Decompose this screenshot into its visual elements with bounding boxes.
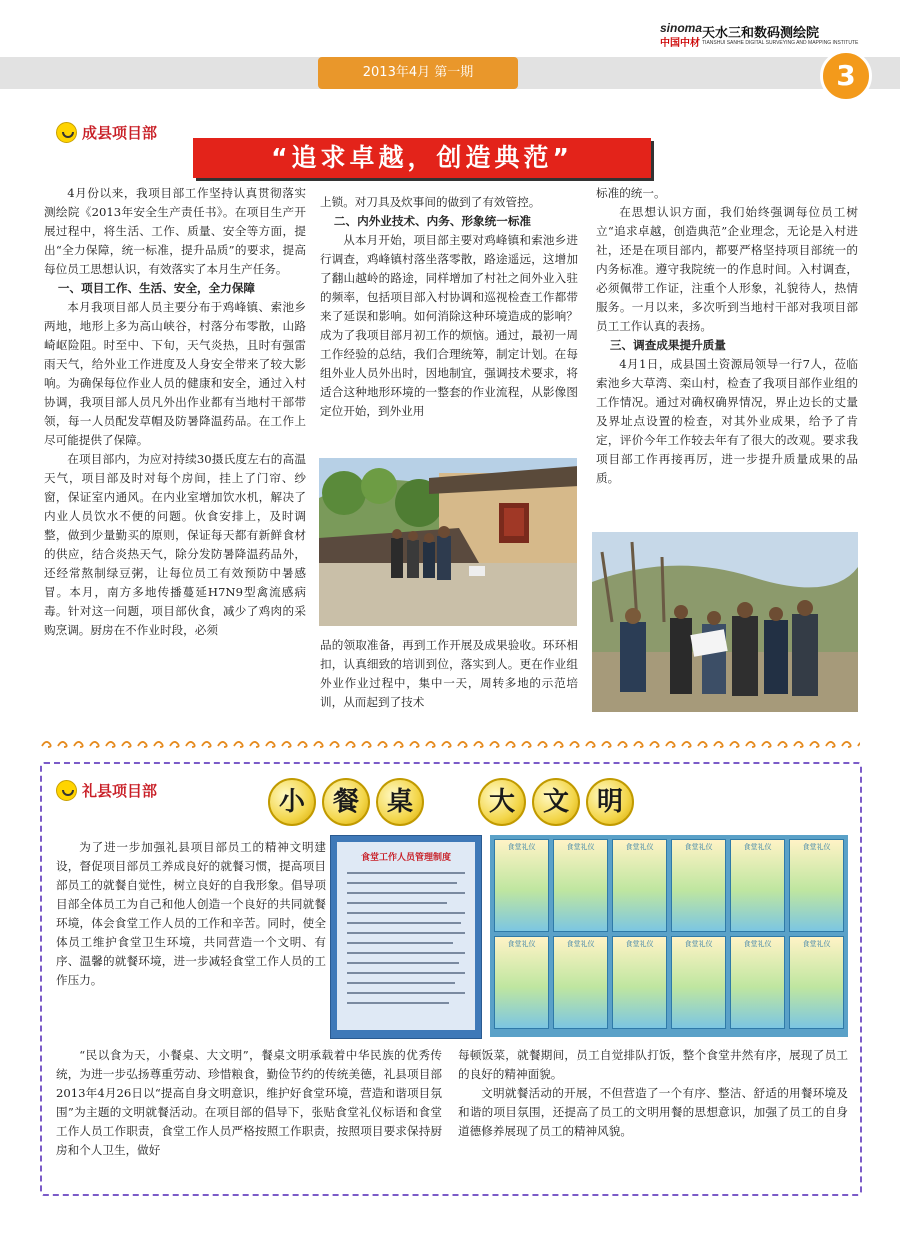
poster-title: 食堂工作人员管理制度	[360, 853, 451, 863]
etiquette-card-label: 食堂礼仪	[684, 843, 713, 851]
department-label-lixian: 礼县项目部	[82, 782, 158, 800]
paragraph: 上锁。对刀具及炊事间的做到了有效管控。	[320, 195, 541, 209]
paragraph: 在项目部内，为应对持续30摄氏度左右的高温天气，项目部及时对每个房间，挂上了门帘、纱窗，保证室内通风。在内业室增加饮水机，解决了内业人员饮水不便的问题。伙食安排上，及时调整，做到少量勤买的原则，保证每天都有新鲜食材的供应，结合炎热天气，除分发防暑降温药品外，还经常熬制绿豆粥，让每位员工有效预防中暑感冒。本月，南方多地传播蔓延H7N9型禽流感病毒。针对这一问题，项目部伙食，减少了鸡肉的采购烹调。厨房在不作业时段，必须	[44, 452, 306, 637]
page-number: 3	[820, 50, 872, 102]
paragraph: 4月1日，成县国土资源局领导一行7人，莅临索池乡大草湾、栾山村，检查了我项目部作业组的工作情况。通过对确权确界情况，界止边长的丈量及界址点设置的检查，对其外业成果，给予了肯定，评价今年工作较去年有了很大的改观。要求我项目部工作再接再厉，进一步提升质量成果的品质。	[596, 357, 858, 485]
paragraph: 本月我项目部人员主要分布于鸡峰镇、索池乡两地，地形上多为高山峡谷，村落分布零散，山路崎岖险阻。时至中、下旬，天气炎热，且时有强雷雨天气，给外业工作进度及人身安全带来了较大影响。为确保每位作业人员的健康和安全，通过入村协调，我项目部人员凡外出作业都有当地村干部带领，每一人员配发草帽及防暑降温药品。在工作上尽可能提供了保障。	[44, 300, 306, 447]
title-char: 明	[586, 778, 634, 826]
etiquette-card-label: 食堂礼仪	[743, 940, 772, 948]
article2-column-2	[458, 1046, 848, 1141]
section-divider	[40, 736, 860, 750]
etiquette-card-label: 食堂礼仪	[802, 843, 831, 851]
section-heading: 一、项目工作、生活、安全，全力保障	[57, 281, 256, 295]
brand-name: 天水三和数码测绘院	[702, 26, 820, 41]
etiquette-posters	[490, 835, 848, 1037]
article-title: “追求卓越，创造典范”	[193, 138, 651, 178]
etiquette-card	[553, 936, 608, 1029]
etiquette-card-grid	[494, 839, 844, 1033]
paragraph: 品的领取准备，再到工作开展及成果验收。环环相扣，认真细致的培训到位，落实到人。更在作业组外业作业过程中，集中一天，周转多地的示范培训，从而起到了技术	[320, 638, 578, 709]
etiquette-card-label: 食堂礼仪	[625, 843, 654, 851]
brand-english: TIANSHUI SANHE DIGITAL SURVEYING AND MAPPING INSTITUTE	[702, 40, 859, 46]
etiquette-card	[671, 936, 726, 1029]
title-char: 大	[478, 778, 526, 826]
poster-text-lines	[337, 863, 475, 1023]
article2-intro	[56, 838, 326, 990]
etiquette-card-label: 食堂礼仪	[566, 940, 595, 948]
canteen-rules-poster	[330, 835, 482, 1039]
inspection-group-illustration	[592, 532, 858, 712]
title-char: 小	[268, 778, 316, 826]
etiquette-card-label: 食堂礼仪	[507, 940, 536, 948]
etiquette-card	[730, 936, 785, 1029]
title-char: 餐	[322, 778, 370, 826]
paragraph: 标准的统一。	[596, 186, 666, 200]
etiquette-card	[789, 839, 844, 932]
etiquette-card-label: 食堂礼仪	[684, 940, 713, 948]
etiquette-card-label: 食堂礼仪	[507, 843, 536, 851]
title-char: 桌	[376, 778, 424, 826]
title-char: 文	[532, 778, 580, 826]
smiley-icon	[56, 780, 77, 801]
etiquette-card	[789, 936, 844, 1029]
brand-logo-cn: 中国中材	[660, 38, 700, 49]
paragraph: “民以食为天，小餐桌、大文明”，餐桌文明承载着中华民族的优秀传统，为进一步弘扬尊重劳动、珍惜粮食，勤俭节约的传统美德，礼县项目部2013年4月26日以“提高自身文明意识，维护好食堂环境，营造和谐项目氛围”为主题的文明就餐活动。在项目部的倡导下，张贴食堂礼仪标语和食堂工作人员工作职责，食堂工作人员严格按照工作职责，按照项目要求保持厨房和个人卫生，做好	[56, 1048, 442, 1157]
paragraph: 为了进一步加强礼县项目部员工的精神文明建设，督促项目部员工养成良好的就餐习惯，提高项目部员工的就餐自觉性，树立良好的自我形象。倡导项目部全体员工为自己和他人创造一个良好的共同就餐环境，体会食堂工作人员的工作和辛苦。同时，使全体员工维护食堂卫生环境，共同营造一个文明、有序、温馨的就餐环境，进一步减轻食堂工作人员的工作压力。	[56, 840, 326, 987]
section-heading: 三、调查成果提升质量	[609, 338, 726, 352]
etiquette-card	[612, 839, 667, 932]
village-survey-illustration	[319, 458, 577, 626]
paragraph: 每顿饭菜，就餐期间，员工自觉排队打饭，整个食堂井然有序，展现了员工的良好的精神面貌。	[458, 1048, 848, 1081]
article2-column-1	[56, 1046, 442, 1160]
village-survey-photo	[319, 458, 577, 626]
etiquette-card	[494, 839, 549, 932]
brand-block	[660, 22, 885, 52]
etiquette-card-label: 食堂礼仪	[566, 843, 595, 851]
divider-pattern	[40, 737, 860, 750]
section-heading: 二、内外业技术、内务、形象统一标准	[333, 214, 532, 228]
etiquette-card	[671, 839, 726, 932]
article1-column-2-bottom	[320, 636, 578, 712]
etiquette-card	[553, 839, 608, 932]
paragraph: 从本月开始，项目部主要对鸡峰镇和索池乡进行调查，鸡峰镇村落坐落零散，路途遥远，这增加了翻山越岭的路途，同样增加了村社之间外业入驻的频率，包括项目部入村协调和巡视检查工作都带来了延误和影响。如何消除这种环境造成的影响？成为了我项目部月初工作的烦恼。通过，最初一周工作经验的总结，我们合理统筹，制定计划。在每组外业人员外出时，因地制宜，强调技术要求，将适合这种地形环境的一整套的作业流程，从影像图定位开始，到外业用	[320, 233, 578, 418]
poster-board	[337, 842, 475, 1030]
paragraph: 在思想认识方面，我们始终强调每位员工树立“追求卓越，创造典范”企业理念，无论是入村进社，还是在项目部内，都要严格坚持项目部统一的内务标准。遵守我院统一的作息时间。入村调查，必须佩带工作证，注重个人形象，礼貌待人，热情服务。一月以来，多次听到当地村干部对我项目部员工工作认真的表扬。	[596, 205, 858, 333]
article1-column-2-top	[320, 193, 578, 421]
etiquette-card	[612, 936, 667, 1029]
etiquette-card-label: 食堂礼仪	[802, 940, 831, 948]
etiquette-card	[730, 839, 785, 932]
paragraph: 文明就餐活动的开展，不但营造了一个有序、整洁、舒适的用餐环境及和谐的项目氛围，还提高了员工的文明用餐的思想意识，加强了员工的自身道德修养展现了员工的精神风貌。	[458, 1086, 848, 1138]
issue-label: 2013年4月 第一期	[318, 57, 518, 89]
paragraph: 4月份以来，我项目部工作坚持认真贯彻落实测绘院《2013年安全生产责任书》。在项目生产开展过程中，将生活、工作、质量、安全等方面，提出“全力保障，统一标准，提升品质”的要求，提高每位员工思想认识，有效落实了本月生产任务。	[44, 186, 306, 276]
etiquette-card-label: 食堂礼仪	[625, 940, 654, 948]
department-label-chengxian: 成县项目部	[82, 124, 158, 142]
article1-column-1	[44, 184, 306, 640]
etiquette-card-label: 食堂礼仪	[743, 843, 772, 851]
smiley-icon	[56, 122, 77, 143]
brand-logo: sinoma	[660, 21, 703, 35]
inspection-group-photo	[592, 532, 858, 712]
article1-column-3	[596, 184, 858, 488]
etiquette-card	[494, 936, 549, 1029]
